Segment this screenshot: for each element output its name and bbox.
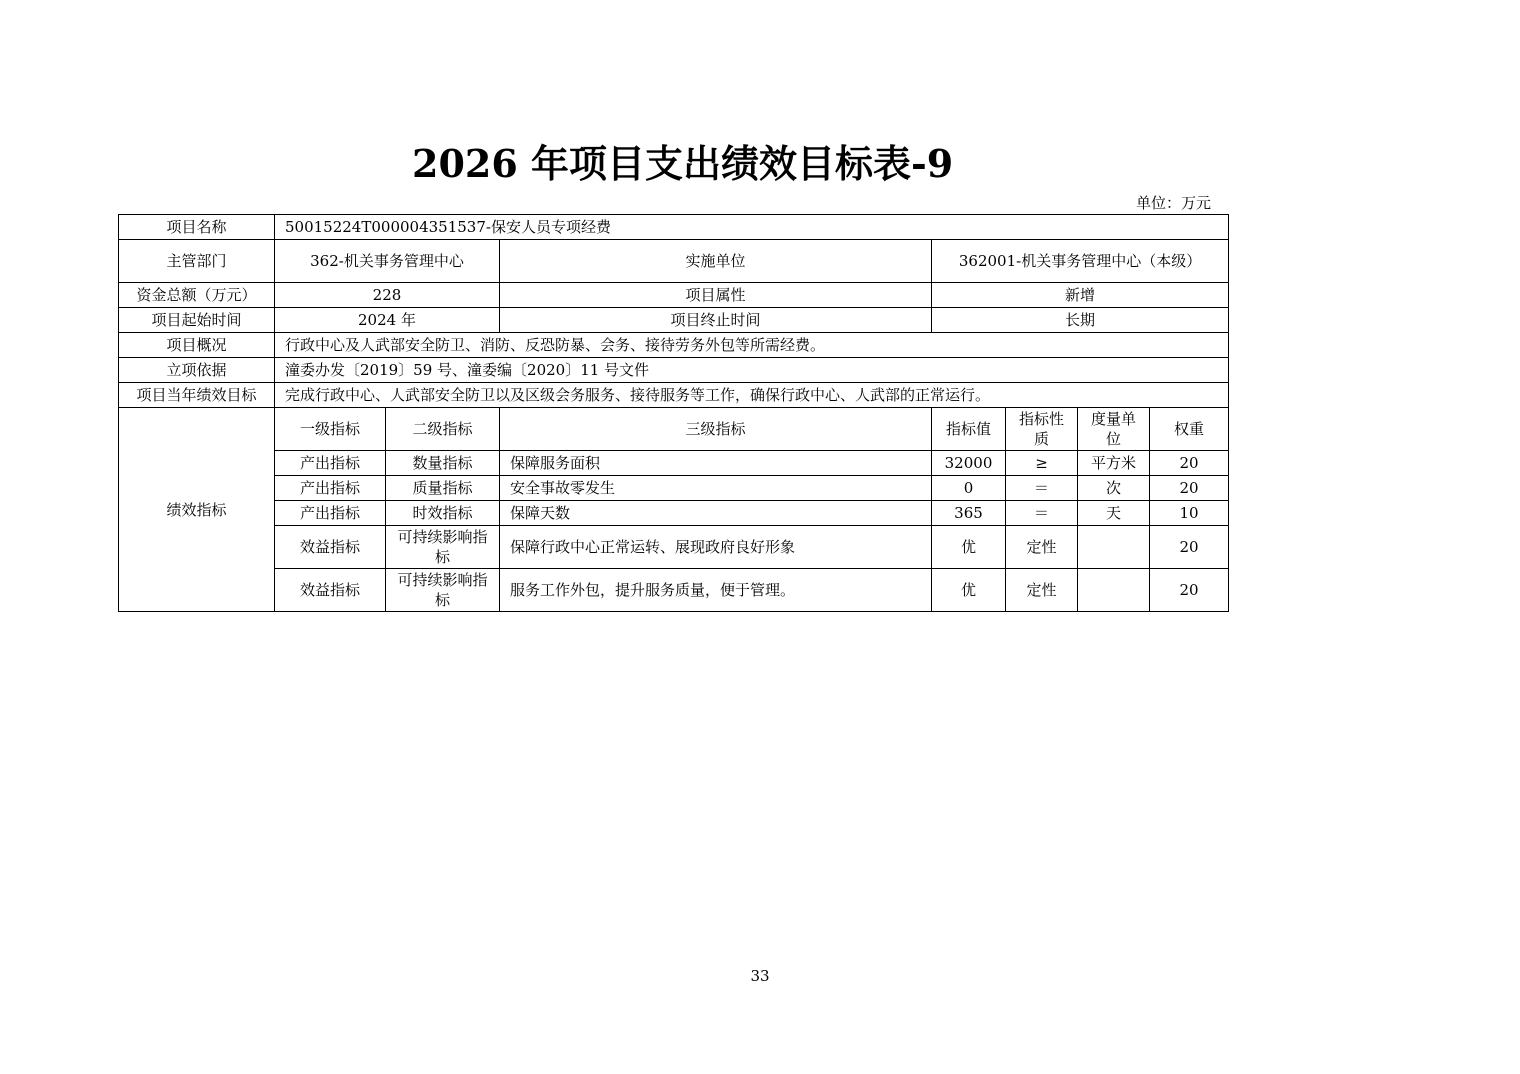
page-title: 2026 年项目支出绩效目标表-9: [412, 141, 954, 186]
level1-cell: 效益指标: [275, 526, 386, 569]
unit-cell: [1078, 569, 1150, 612]
unit-cell: 天: [1078, 501, 1150, 526]
value-cell: 优: [932, 526, 1006, 569]
level2-cell: 时效指标: [386, 501, 500, 526]
basis-value: 潼委办发〔2019〕59 号、潼委编〔2020〕11 号文件: [275, 358, 1229, 383]
value-cell: 32000: [932, 451, 1006, 476]
level3-cell: 安全事故零发生: [500, 476, 932, 501]
unit-cell: 次: [1078, 476, 1150, 501]
row-basis: [119, 358, 1229, 383]
project-name-value: 50015224T000004351537-保安人员专项经费: [275, 215, 1229, 240]
header-unit: 度量单位: [1078, 408, 1150, 451]
weight-cell: 20: [1150, 476, 1229, 501]
table-row: [119, 476, 1229, 501]
level1-cell: 产出指标: [275, 476, 386, 501]
level1-cell: 效益指标: [275, 569, 386, 612]
header-value: 指标值: [932, 408, 1006, 451]
start-label: 项目起始时间: [119, 308, 275, 333]
nature-cell: ≥: [1006, 451, 1078, 476]
nature-cell: 定性: [1006, 569, 1078, 612]
level1-cell: 产出指标: [275, 501, 386, 526]
header-level3: 三级指标: [500, 408, 932, 451]
dept-value: 362-机关事务管理中心: [275, 240, 500, 283]
indicators-section-label: 绩效指标: [119, 408, 275, 612]
attr-value: 新增: [932, 283, 1229, 308]
header-level2: 二级指标: [386, 408, 500, 451]
impl-value: 362001-机关事务管理中心（本级）: [932, 240, 1229, 283]
overview-value: 行政中心及人武部安全防卫、消防、反恐防暴、会务、接待劳务外包等所需经费。: [275, 333, 1229, 358]
table-row: [119, 451, 1229, 476]
row-project-name: [119, 215, 1229, 240]
unit-cell: 平方米: [1078, 451, 1150, 476]
weight-cell: 20: [1150, 451, 1229, 476]
basis-label: 立项依据: [119, 358, 275, 383]
impl-label: 实施单位: [500, 240, 932, 283]
level2-cell: 数量指标: [386, 451, 500, 476]
header-nature: 指标性质: [1006, 408, 1078, 451]
weight-cell: 20: [1150, 569, 1229, 612]
indicator-header-row: [119, 408, 1229, 451]
weight-cell: 10: [1150, 501, 1229, 526]
dept-label: 主管部门: [119, 240, 275, 283]
level2-cell: 可持续影响指标: [386, 569, 500, 612]
header-level1: 一级指标: [275, 408, 386, 451]
overview-label: 项目概况: [119, 333, 275, 358]
end-label: 项目终止时间: [500, 308, 932, 333]
nature-cell: ＝: [1006, 476, 1078, 501]
goal-label: 项目当年绩效目标: [119, 383, 275, 408]
nature-cell: 定性: [1006, 526, 1078, 569]
level3-cell: 保障服务面积: [500, 451, 932, 476]
unit-cell: [1078, 526, 1150, 569]
row-period: [119, 308, 1229, 333]
table-row: [119, 501, 1229, 526]
page-number: 33: [750, 967, 770, 985]
weight-cell: 20: [1150, 526, 1229, 569]
nature-cell: ＝: [1006, 501, 1078, 526]
start-value: 2024 年: [275, 308, 500, 333]
header-weight: 权重: [1150, 408, 1229, 451]
unit-label: 单位：万元: [1136, 194, 1212, 212]
project-name-label: 项目名称: [119, 215, 275, 240]
attr-label: 项目属性: [500, 283, 932, 308]
level2-cell: 质量指标: [386, 476, 500, 501]
funds-label: 资金总额（万元）: [119, 283, 275, 308]
row-funds: [119, 283, 1229, 308]
table-row: [119, 526, 1229, 569]
value-cell: 0: [932, 476, 1006, 501]
table-row: [119, 569, 1229, 612]
level3-cell: 服务工作外包，提升服务质量，便于管理。: [500, 569, 932, 612]
row-department: [119, 240, 1229, 283]
level3-cell: 保障天数: [500, 501, 932, 526]
level1-cell: 产出指标: [275, 451, 386, 476]
value-cell: 优: [932, 569, 1006, 612]
goal-value: 完成行政中心、人武部安全防卫以及区级会务服务、接待服务等工作，确保行政中心、人武部的正常运行。: [275, 383, 1229, 408]
funds-value: 228: [275, 283, 500, 308]
row-overview: [119, 333, 1229, 358]
row-goal: [119, 383, 1229, 408]
level2-cell: 可持续影响指标: [386, 526, 500, 569]
value-cell: 365: [932, 501, 1006, 526]
level3-cell: 保障行政中心正常运转、展现政府良好形象: [500, 526, 932, 569]
performance-table: [118, 214, 1229, 612]
end-value: 长期: [932, 308, 1229, 333]
